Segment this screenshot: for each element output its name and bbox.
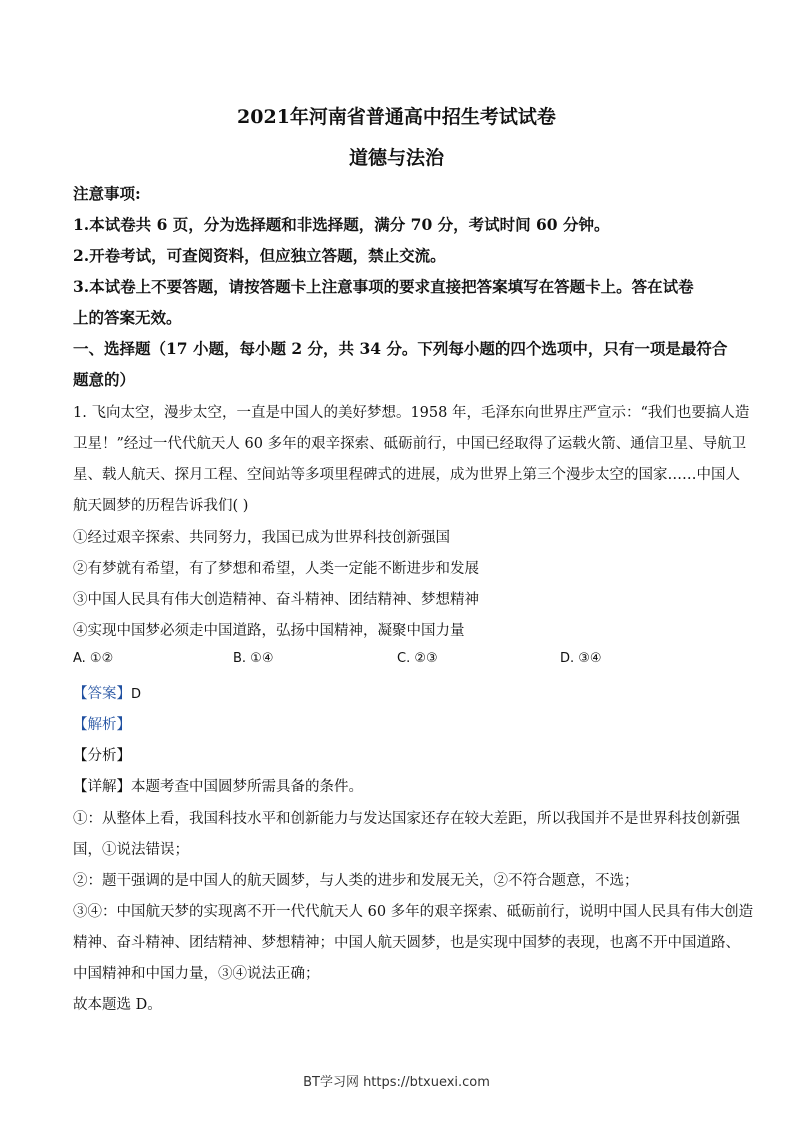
notes-item-3-line-1: 3.本试卷上不要答题，请按答题卡上注意事项的要求直接把答案填写在答题卡上。答在试卷 bbox=[73, 277, 694, 296]
question-1-line-3: 星、载人航天、探月工程、空间站等多项里程碑式的进展，成为世界上第三个漫步太空的国家……中国人 bbox=[73, 467, 740, 483]
notes-heading: 注意事项: bbox=[73, 184, 141, 203]
conclusion: 故本题选 D。 bbox=[73, 997, 162, 1013]
explanation-3-line-1: ③④：中国航天梦的实现离不开一代代航天人 60 多年的艰辛探索、砥砺前行，说明中国人民具有伟大创造 bbox=[73, 904, 754, 920]
exam-title: 2021年河南省普通高中招生考试试卷 bbox=[237, 106, 556, 128]
notes-item-3-line-2: 上的答案无效。 bbox=[73, 308, 182, 327]
fenxi-label: 【分析】 bbox=[73, 748, 131, 764]
footer-watermark: BT学习网 https://btxuexi.com bbox=[303, 1075, 490, 1090]
option-a: A. ①② bbox=[73, 651, 114, 666]
question-1-line-1: 1. 飞向太空，漫步太空，一直是中国人的美好梦想。1958 年，毛泽东向世界庄严宣示：“我们也要搞人造 bbox=[73, 405, 750, 421]
exam-subject: 道德与法治 bbox=[348, 147, 444, 169]
section-heading-line-2: 题意的） bbox=[73, 370, 136, 389]
section-heading-line-1: 一、选择题（17 小题，每小题 2 分，共 34 分。下列每小题的四个选项中，只有一项是最符合 bbox=[73, 339, 728, 358]
option-d: D. ③④ bbox=[560, 651, 602, 666]
statement-3: ③中国人民具有伟大创造精神、奋斗精神、团结精神、梦想精神 bbox=[73, 592, 479, 608]
analysis-label: 【解析】 bbox=[73, 717, 131, 733]
answer-label: 【答案】 bbox=[73, 686, 131, 702]
statement-2: ②有梦就有希望，有了梦想和希望，人类一定能不断进步和发展 bbox=[73, 561, 479, 577]
detail-text: 本题考查中国圆梦所需具备的条件。 bbox=[131, 779, 363, 795]
answer-value: D bbox=[131, 687, 142, 702]
explanation-1-line-1: ①：从整体上看，我国科技水平和创新能力与发达国家还存在较大差距，所以我国并不是世界科技创新强 bbox=[73, 811, 740, 827]
explanation-1-line-2: 国，①说法错误； bbox=[73, 842, 189, 858]
option-c: C. ②③ bbox=[397, 651, 438, 666]
notes-item-1: 1.本试卷共 6 页，分为选择题和非选择题，满分 70 分，考试时间 60 分钟。 bbox=[73, 215, 610, 234]
explanation-2: ②：题干强调的是中国人的航天圆梦，与人类的进步和发展无关，②不符合题意，不选； bbox=[73, 873, 639, 889]
question-1-line-2: 卫星！”经过一代代航天人 60 多年的艰辛探索、砥砺前行，中国已经取得了运载火箭、通信卫星、导航卫 bbox=[73, 436, 747, 452]
explanation-3-line-2: 精神、奋斗精神、团结精神、梦想精神；中国人航天圆梦，也是实现中国梦的表现，也离不开中国道路、 bbox=[73, 935, 740, 951]
notes-item-2: 2.开卷考试，可查阅资料，但应独立答题，禁止交流。 bbox=[73, 246, 446, 265]
statement-4: ④实现中国梦必须走中国道路，弘扬中国精神，凝聚中国力量 bbox=[73, 623, 465, 639]
explanation-3-line-3: 中国精神和中国力量，③④说法正确； bbox=[73, 966, 320, 982]
answer-line bbox=[73, 682, 723, 703]
statement-1: ①经过艰辛探索、共同努力，我国已成为世界科技创新强国 bbox=[73, 530, 450, 546]
detail-line bbox=[73, 775, 723, 796]
question-1-line-4: 航天圆梦的历程告诉我们( ) bbox=[73, 498, 249, 514]
detail-label: 【详解】 bbox=[73, 779, 131, 795]
option-b: B. ①④ bbox=[233, 651, 274, 666]
